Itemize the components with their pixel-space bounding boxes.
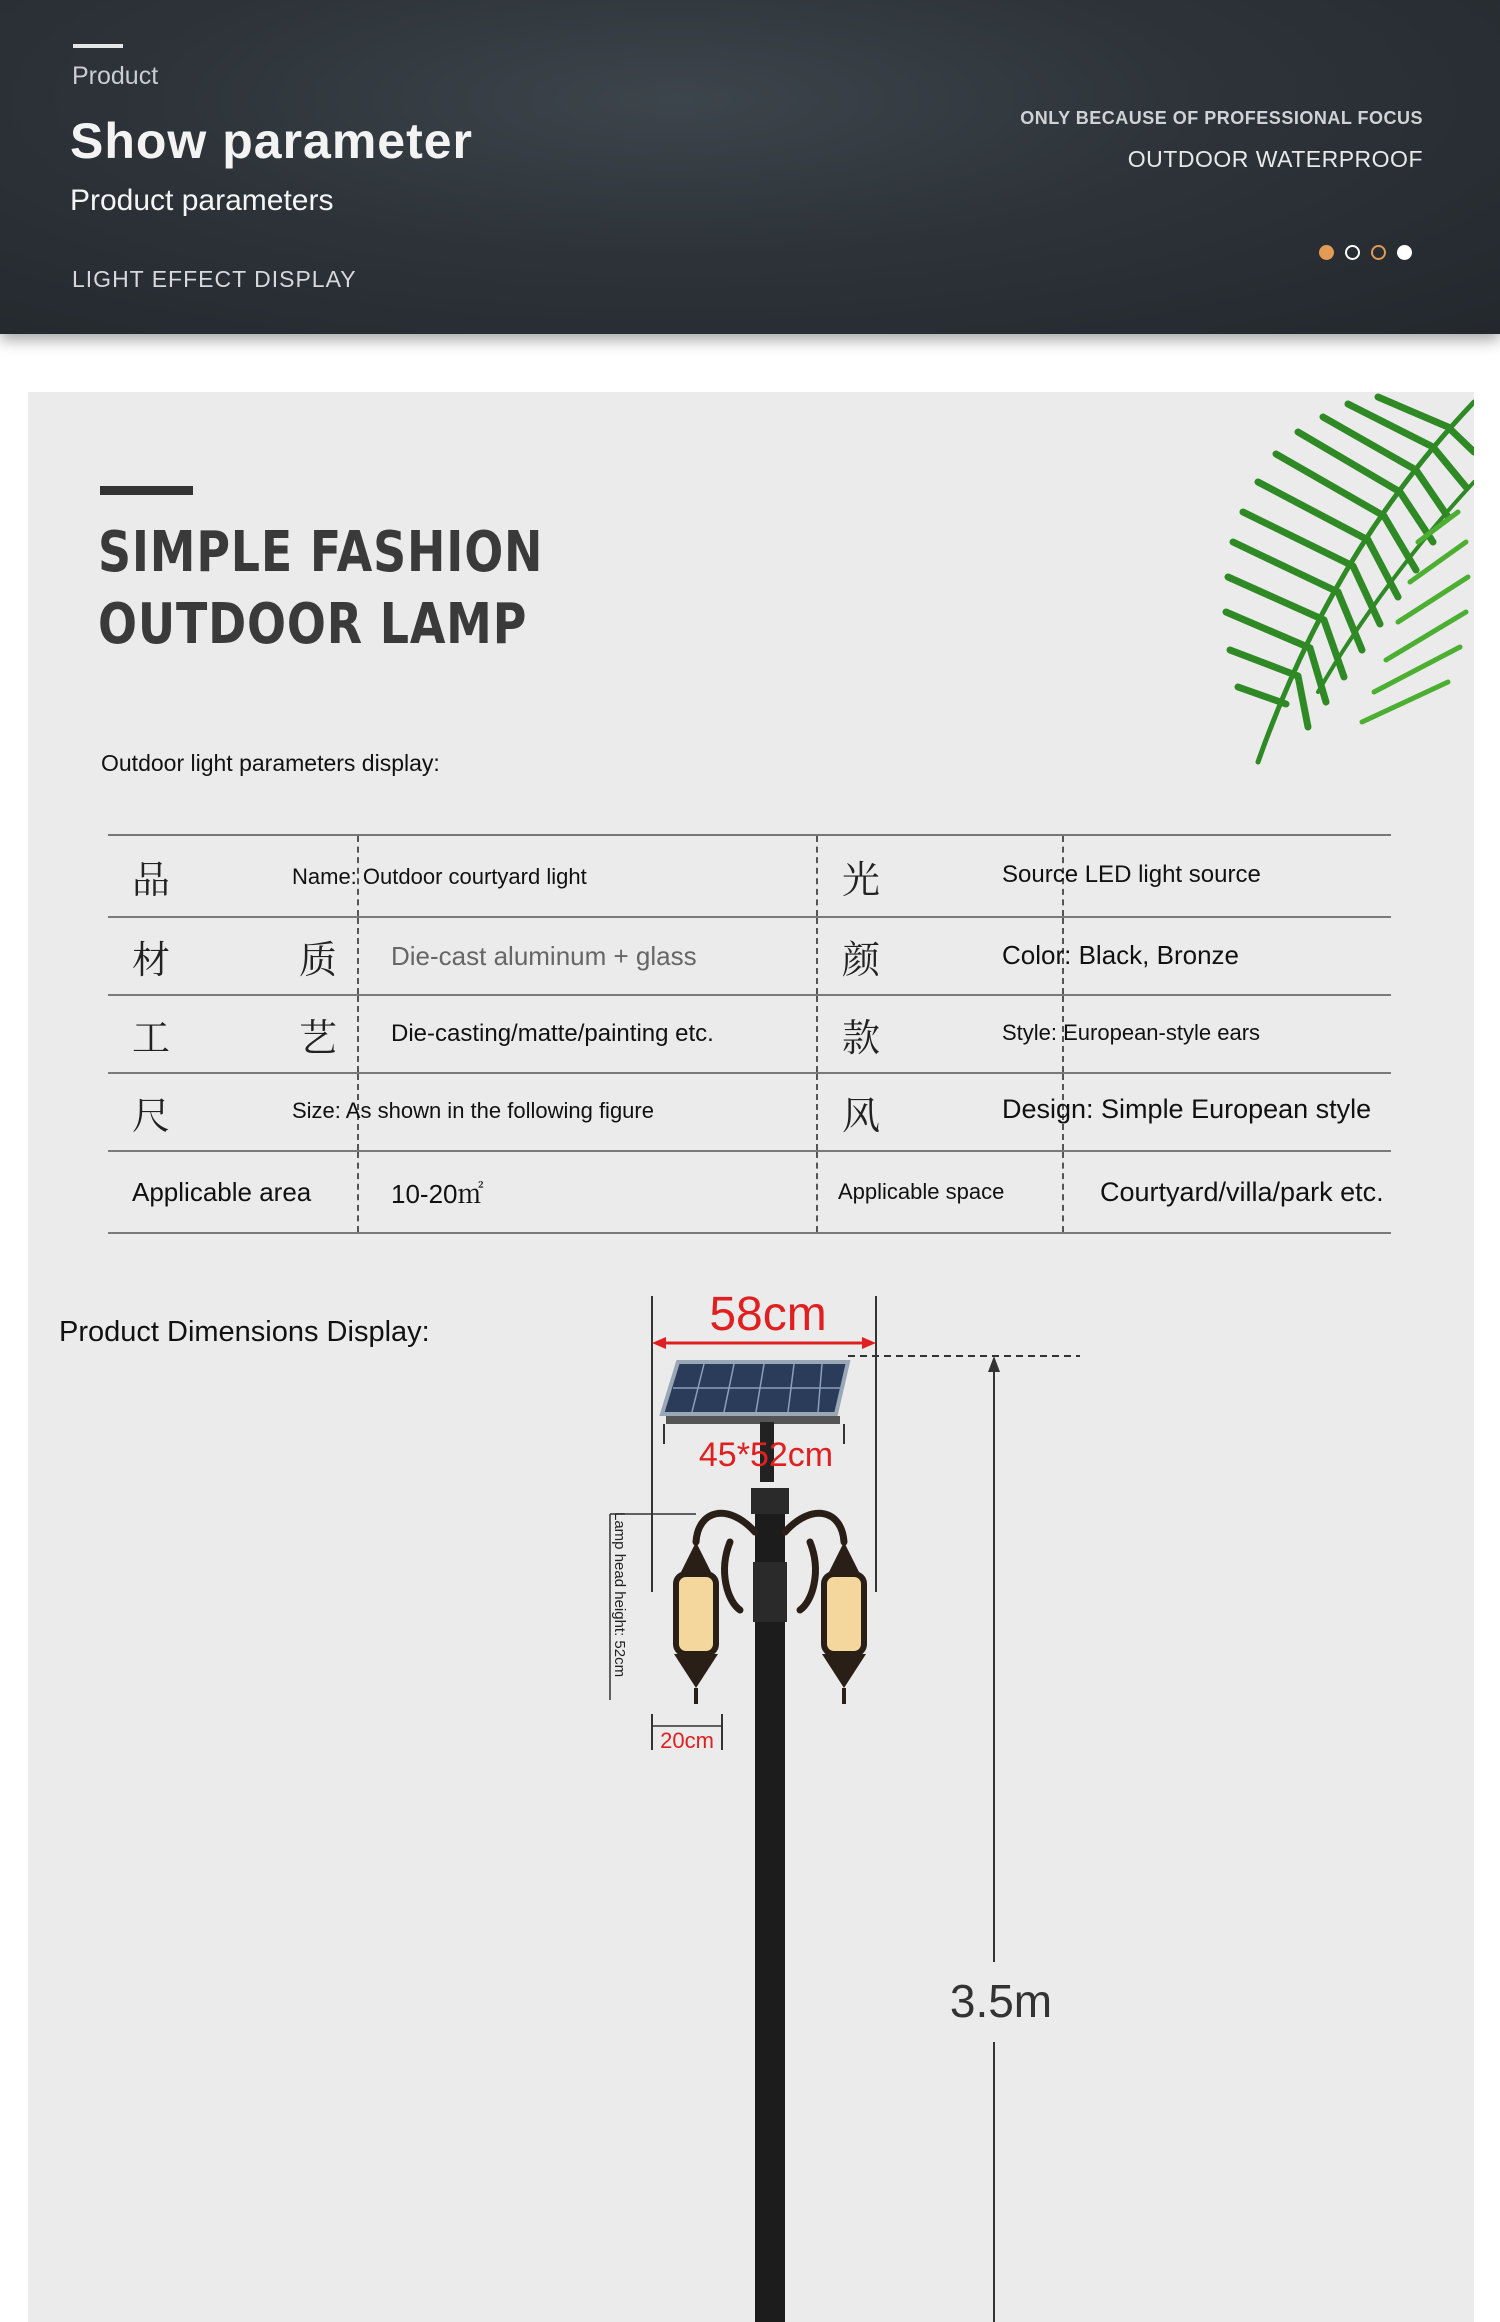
- lamp-dimension-diagram: [28, 392, 1474, 2322]
- header-dash: [73, 44, 123, 48]
- cn-char: 款: [842, 1015, 881, 1060]
- cn-char: 品: [132, 857, 171, 902]
- cn-char: 风: [842, 1093, 881, 1138]
- head-width-label: 20cm: [660, 1728, 714, 1753]
- carousel-dot-3[interactable]: [1371, 245, 1386, 260]
- space-label: Applicable space: [838, 1179, 1005, 1204]
- space-value: Courtyard/villa/park etc.: [1100, 1176, 1384, 1207]
- product-panel: [28, 392, 1474, 2322]
- height-label: 3.5m: [949, 1975, 1053, 2027]
- cn-char: 质: [298, 937, 337, 982]
- carousel-dot-2[interactable]: [1345, 245, 1360, 260]
- carousel-dots: [1319, 245, 1412, 260]
- source-value: Source LED light source: [1002, 861, 1261, 888]
- cn-char: 光: [842, 857, 881, 902]
- cn-char: 工: [132, 1015, 171, 1060]
- lamp-head-right: [822, 1542, 866, 1704]
- banner-effect-label: LIGHT EFFECT DISPLAY: [72, 266, 357, 292]
- lamp-head-left: [674, 1542, 718, 1704]
- banner-title: Show parameter: [70, 113, 474, 169]
- heading-line-2: OUTDOOR LAMP: [98, 592, 528, 657]
- head-height-label: Lamp head height: 52cm: [611, 1512, 628, 1678]
- design-value: Design: Simple European style: [1002, 1094, 1372, 1124]
- banner-waterproof-text: OUTDOOR WATERPROOF: [1127, 146, 1423, 172]
- panel-size-label: 45*52cm: [698, 1436, 834, 1474]
- banner-kicker: Product: [72, 62, 159, 90]
- cn-char: 材: [132, 937, 171, 982]
- dimensions-label: Product Dimensions Display:: [59, 1316, 430, 1348]
- carousel-dot-1[interactable]: [1319, 245, 1334, 260]
- header-banner: [0, 0, 1500, 334]
- heading-line-1: SIMPLE FASHION: [98, 520, 544, 585]
- carousel-dot-4[interactable]: [1397, 245, 1412, 260]
- banner-focus-text: ONLY BECAUSE OF PROFESSIONAL FOCUS: [1020, 108, 1423, 128]
- cn-char: 尺: [132, 1093, 171, 1138]
- material-value: Die-cast aluminum + glass: [391, 940, 697, 971]
- name-value: Name: Outdoor courtyard light: [292, 864, 587, 889]
- area-value: 10-20㎡: [391, 1178, 484, 1209]
- banner-subtitle: Product parameters: [70, 184, 334, 217]
- params-intro: Outdoor light parameters display:: [101, 750, 440, 776]
- size-value: Size: As shown in the following figure: [292, 1098, 654, 1123]
- cn-char: 艺: [298, 1015, 337, 1060]
- area-label: Applicable area: [132, 1176, 312, 1207]
- color-value: Color: Black, Bronze: [1002, 940, 1239, 970]
- cn-char: 颜: [842, 937, 881, 982]
- process-value: Die-casting/matte/painting etc.: [391, 1020, 714, 1047]
- style-value: Style: European-style ears: [1002, 1020, 1261, 1045]
- width-label: 58cm: [709, 1288, 827, 1341]
